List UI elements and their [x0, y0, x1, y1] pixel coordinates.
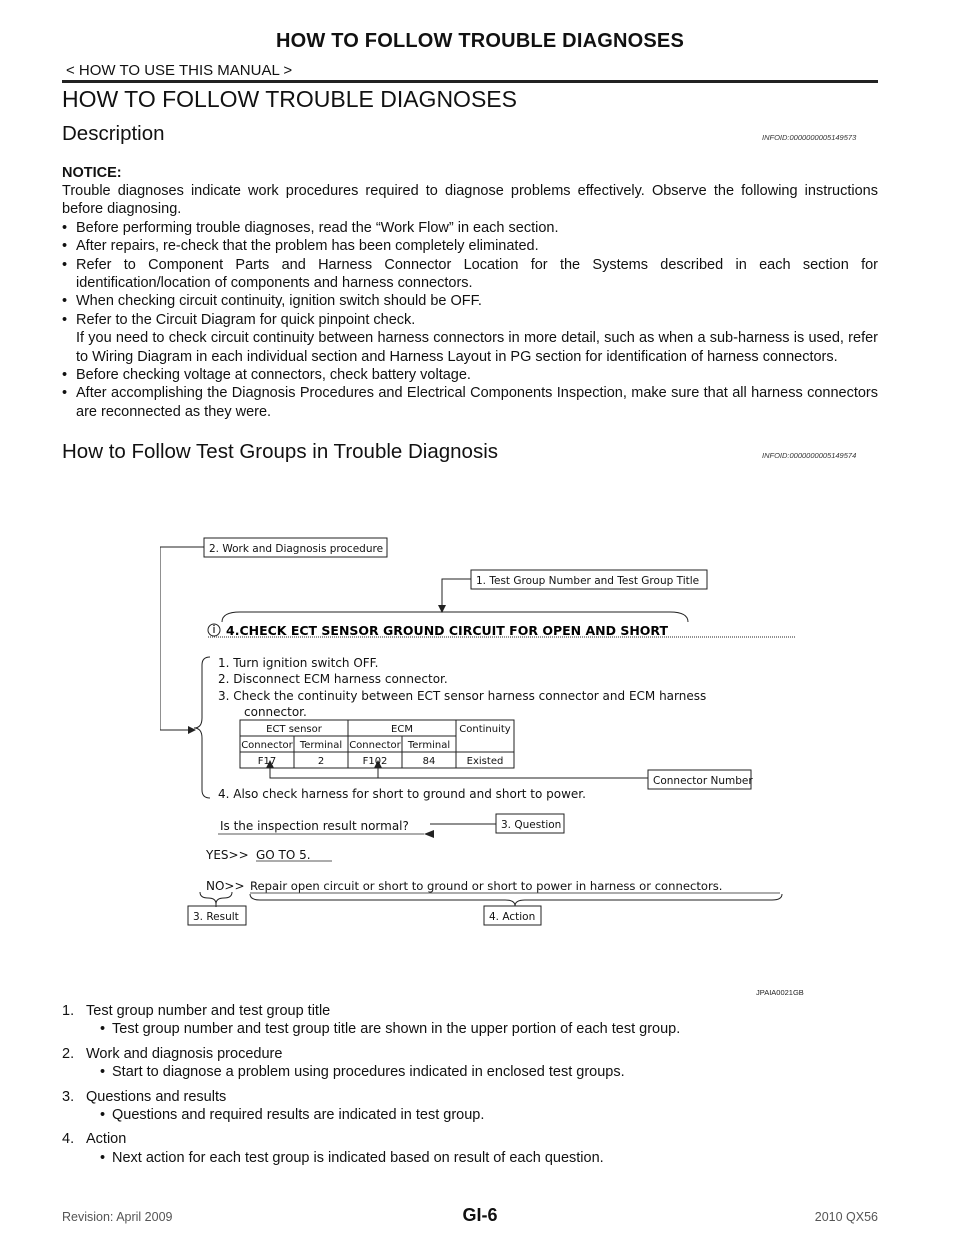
list-item: • After accomplishing the Diagnosis Procedures and Electrical Components Inspection, make sure that all harness connectors are reconnected as they were. — [62, 384, 878, 421]
callout-connector-number-text: Connector Number — [653, 775, 753, 787]
table-sub-header: Connector — [241, 740, 293, 751]
notice-bullets — [62, 219, 878, 421]
question-text: Is the inspection result normal? — [220, 819, 409, 833]
notice-text: Trouble diagnoses indicate work procedures required to diagnose problems effectively. Observe the following instructions before diagnosing. — [62, 183, 878, 218]
table-group-header: ECM — [391, 724, 413, 735]
legend-description: • Start to diagnose a problem using procedures indicated in enclosed test groups. — [62, 1063, 878, 1081]
legend-number: 1. — [62, 1003, 75, 1019]
yes-action: GO TO 5. — [256, 848, 311, 862]
legend-title: Questions and results — [86, 1088, 227, 1105]
list-item — [62, 1130, 878, 1167]
callout-question-text: 3. Question — [501, 819, 562, 831]
notice-body — [62, 182, 878, 421]
breadcrumb: < HOW TO USE THIS MANUAL > — [66, 62, 293, 79]
legend-title: Test group number and test group title — [86, 1003, 331, 1019]
notice-label: NOTICE: — [62, 165, 122, 181]
legend-description: • Questions and required results are indicated in test group. — [62, 1106, 878, 1124]
bullet-sub-paragraph: If you need to check circuit continuity between harness connectors in more detail, such as when a sub-harness is used, refer to Wiring Diagram in each individual section and Harness Layout in PG section for identification of harness connectors. — [76, 330, 878, 365]
legend-number: 4. — [62, 1131, 75, 1148]
figure-id: JPAIA0021GB — [756, 988, 804, 997]
legend-number: 2. — [62, 1045, 75, 1062]
callout-test-group-text: 1. Test Group Number and Test Group Title — [476, 575, 700, 587]
list-item — [62, 311, 878, 366]
footer-revision: Revision: April 2009 — [62, 1210, 173, 1224]
list-item: • After repairs, re-check that the problem has been completely eliminated. — [62, 237, 878, 255]
list-item: • When checking circuit continuity, ignition switch should be OFF. — [62, 292, 878, 310]
section-title-test-groups: How to Follow Test Groups in Trouble Diagnosis — [62, 440, 499, 463]
list-item: • Before checking voltage at connectors, check battery voltage. — [62, 366, 878, 384]
table-sub-header: Connector — [349, 740, 401, 751]
footer-page-number: GI-6 — [462, 1205, 498, 1225]
table-cell: Existed — [466, 756, 504, 767]
bullet-text: Refer to the Circuit Diagram for quick pinpoint check. — [76, 311, 416, 328]
step-line: 4. Also check harness for short to ground and short to power. — [218, 787, 586, 801]
legend-description: • Test group number and test group title are shown in the upper portion of each test group. — [62, 1020, 878, 1038]
callout-result-text: 3. Result — [193, 911, 239, 923]
callout-work-proc-text: 2. Work and Diagnosis procedure — [209, 543, 384, 555]
section-title-description: Description — [62, 122, 165, 145]
legend-title: Action — [86, 1131, 127, 1148]
legend-description: • Next action for each test group is indicated based on result of each question. — [62, 1149, 878, 1167]
no-label: NO>> — [206, 879, 245, 893]
info-id-description: INFOID:0000000005149573 — [762, 133, 857, 142]
step-line: connector. — [244, 705, 307, 719]
step-line: 2. Disconnect ECM harness connector. — [218, 672, 448, 686]
figure-svg — [160, 530, 810, 1000]
step-line: 3. Check the continuity between ECT sensor harness connector and ECM harness — [218, 689, 707, 703]
page-title: HOW TO FOLLOW TROUBLE DIAGNOSES — [62, 86, 517, 112]
header-rule — [62, 80, 878, 83]
table-cell: F102 — [362, 756, 388, 767]
list-item: • Before performing trouble diagnoses, read the “Work Flow” in each section. — [62, 219, 878, 237]
list-item — [62, 1002, 878, 1039]
legend-number: 3. — [62, 1088, 75, 1105]
legend-title: Work and diagnosis procedure — [86, 1045, 283, 1062]
list-item: • Refer to Component Parts and Harness Connector Location for the Systems described in each section for identification/location of components and harness connectors. — [62, 256, 878, 293]
table-cell: 84 — [422, 756, 436, 767]
list-item — [62, 1088, 878, 1125]
table-sub-header: Terminal — [299, 740, 343, 751]
step-line: 1. Turn ignition switch OFF. — [218, 656, 379, 670]
table-sub-header: Terminal — [407, 740, 451, 751]
no-action: Repair open circuit or short to ground or short to power in harness or connectors. — [250, 879, 723, 893]
table-group-header: Continuity — [459, 724, 511, 735]
figure-legend — [62, 1002, 878, 1173]
table-cell: F17 — [257, 756, 277, 767]
list-item — [62, 1045, 878, 1082]
table-cell: 2 — [317, 756, 325, 767]
step-title: 4.CHECK ECT SENSOR GROUND CIRCUIT FOR OPEN AND SHORT — [226, 623, 669, 638]
yes-label: YES>> — [206, 848, 249, 862]
running-header-title: HOW TO FOLLOW TROUBLE DIAGNOSES — [275, 30, 685, 52]
info-icon — [208, 624, 220, 636]
callout-action-text: 4. Action — [489, 911, 536, 923]
test-group-figure — [160, 530, 810, 1000]
footer-model: 2010 QX56 — [814, 1210, 878, 1224]
table-group-header: ECT sensor — [266, 724, 322, 735]
info-id-test-groups: INFOID:0000000005149574 — [762, 451, 857, 460]
